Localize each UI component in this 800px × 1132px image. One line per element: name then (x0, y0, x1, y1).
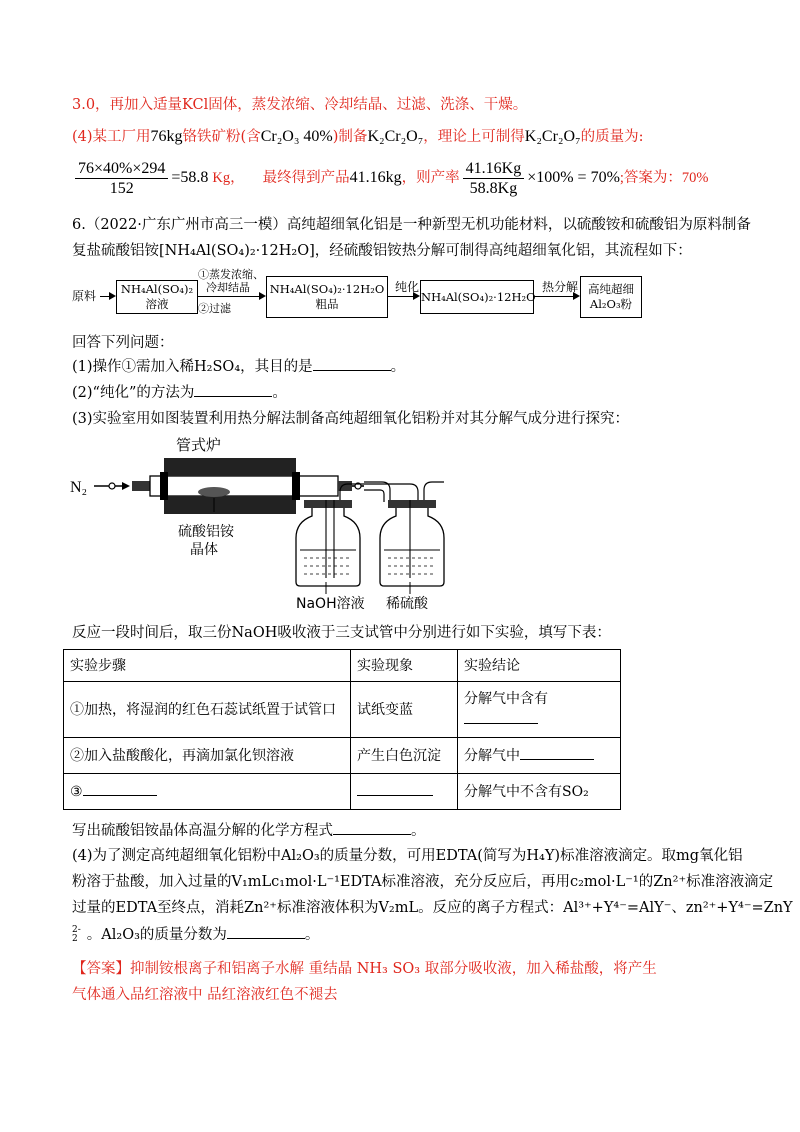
table-row (64, 738, 621, 774)
table-row (64, 682, 621, 738)
process-flow-diagram (72, 270, 642, 322)
fraction-1: $\frac{76\times 40\%\times 294}{152}$ (75, 159, 168, 198)
answer-blank-1[interactable] (313, 356, 391, 371)
flow-box-product: 高纯超细 Al₂O₃粉 (580, 276, 642, 318)
answer-blank-4[interactable] (227, 924, 305, 939)
table-cell: 分解气中不含有SO₂ (458, 774, 621, 810)
flow-arrow-3 (534, 296, 578, 297)
answer-blank-2[interactable] (194, 382, 272, 397)
table-blank-2[interactable] (520, 745, 594, 760)
flow-step1-label-1: ①蒸发浓缩、 (198, 268, 264, 281)
table-cell (351, 774, 458, 810)
answer-line-1: 【答案】抑制铵根离子和铝离子水解 重结晶 NH₃ SO₃ 取部分吸收液，加入稀盐酸，将产生 (72, 961, 657, 977)
answer-blank-eq[interactable] (333, 820, 411, 835)
furnace-label: 管式炉 (176, 436, 222, 454)
table-cell: 分解气中含有 (458, 682, 621, 738)
experiment-table (63, 649, 621, 810)
table-cell: ②加入盐酸酸化，再滴加氯化钡溶液 (64, 738, 351, 774)
ion-charge: 2- 2 (72, 925, 81, 944)
question-6-3: (3)实验室用如图装置利用热分解法制备高纯超细氧化铝粉并对其分解气成分进行探究： (72, 411, 630, 427)
flow-box-crude: NH₄Al(SO₄)₂·12H₂O 粗品 (266, 276, 388, 318)
n2-label: N₂ (70, 479, 88, 496)
flow-arrow-0 (100, 296, 114, 297)
flow-box-solution: NH₄Al(SO₄)₂ 溶液 (116, 280, 198, 314)
question-6-4-line-2: 粉溶于盐酸，加入过量的V₁mLc₁mol·L⁻¹EDTA标准溶液，充分反应后，再用c₂mol·L⁻¹的Zn²⁺标准溶液滴定 (72, 874, 774, 890)
table-cell: ③ (64, 774, 351, 810)
table-blank-1[interactable] (464, 709, 538, 724)
flow-start-label: 原料 (72, 289, 97, 303)
table-cell: 产生白色沉淀 (351, 738, 458, 774)
table-blank-4[interactable] (357, 781, 433, 796)
answer-prompt: 回答下列问题： (72, 335, 174, 351)
table-intro: 反应一段时间后，取三份NaOH吸收液于三支试管中分别进行如下实验，填写下表： (72, 625, 611, 641)
crystal-label-1: 硫酸铝铵 (178, 524, 234, 540)
flow-step2-label: 纯化 (395, 280, 420, 294)
table-header-cell: 实验步骤 (64, 650, 351, 682)
table-cell: 试纸变蓝 (351, 682, 458, 738)
calc-line: $\frac{76\times 40\%\times 294}{152}$ =58.8 Kg， 最终得到产品41.16kg，则产率 $\frac{41.16Kg}{58.8Kg}$ ×100% = 70%;答案为：70% (72, 158, 709, 198)
answer-line-2: 气体通入品红溶液中 品红溶液红色不褪去 (72, 987, 338, 1003)
question-6-line-1: 6.（2022·广东广州市高三一模）高纯超细氧化铝是一种新型无机功能材料，以硫酸铵和硫酸铝为原料制备 (72, 217, 751, 233)
flow-arrow-1 (198, 296, 264, 297)
question-6-line-2: 复盐硫酸铝铵[NH₄Al(SO₄)₂·12H₂O]，经硫酸铝铵热分解可制得高纯超细氧化铝，其流程如下： (72, 243, 692, 259)
table-header-cell: 实验结论 (458, 650, 621, 682)
flow-step1-label-2: 冷却结晶 (206, 281, 250, 294)
bottle1-label: NaOH溶液 (296, 596, 365, 612)
flow-step3-label: 热分解 (542, 280, 579, 294)
prev-question-4: (4)某工厂用76kg铬铁矿粉(含Cr₂O₃ 40%)制备K₂Cr₂O₇，理论上可制得K₂Cr₂O₇的质量为: (72, 128, 644, 145)
apparatus-diagram (64, 432, 484, 617)
table-cell: 分解气中 (458, 738, 621, 774)
flow-arrow-2 (388, 296, 418, 297)
bottle2-label: 稀硫酸 (386, 596, 428, 612)
table-header-cell: 实验现象 (351, 650, 458, 682)
question-6-1: (1)操作①需加入稀H₂SO₄，其目的是 。 (72, 356, 405, 378)
fraction-2: $\frac{41.16Kg}{58.8Kg}$ (463, 159, 525, 198)
crystal-label-2: 晶体 (190, 542, 218, 558)
table-row (64, 774, 621, 810)
prev-answer-line: 3.0，再加入适量KCl固体，蒸发浓缩、冷却结晶、过滤、洗涤、干燥。 (72, 97, 528, 113)
question-6-4-line-1: (4)为了测定高纯超细氧化铝粉中Al₂O₃的质量分数，可用EDTA(简写为H₄Y)标准溶液滴定。取mg氧化铝 (72, 848, 743, 864)
flow-step1-label-3: ②过滤 (198, 302, 231, 315)
table-header-row (64, 650, 621, 682)
table-blank-3[interactable] (83, 781, 157, 796)
question-6-4-line-3: 过量的EDTA至终点，消耗Zn²⁺标准溶液体积为V₂mL。反应的离子方程式：Al³⁺+Y⁴⁻=AlY⁻、zn²⁺+Y⁴⁻=ZnY (72, 900, 793, 916)
question-6-2: (2)“纯化”的方法为 。 (72, 382, 287, 404)
equation-prompt: 写出硫酸铝铵晶体高温分解的化学方程式 。 (72, 820, 426, 842)
flow-box-pure: NH₄Al(SO₄)₂·12H₂O (420, 280, 534, 314)
question-6-4-line-4: 2- 2 。Al₂O₃的质量分数为 。 (72, 925, 320, 944)
table-cell: ①加热，将湿润的红色石蕊试纸置于试管口 (64, 682, 351, 738)
